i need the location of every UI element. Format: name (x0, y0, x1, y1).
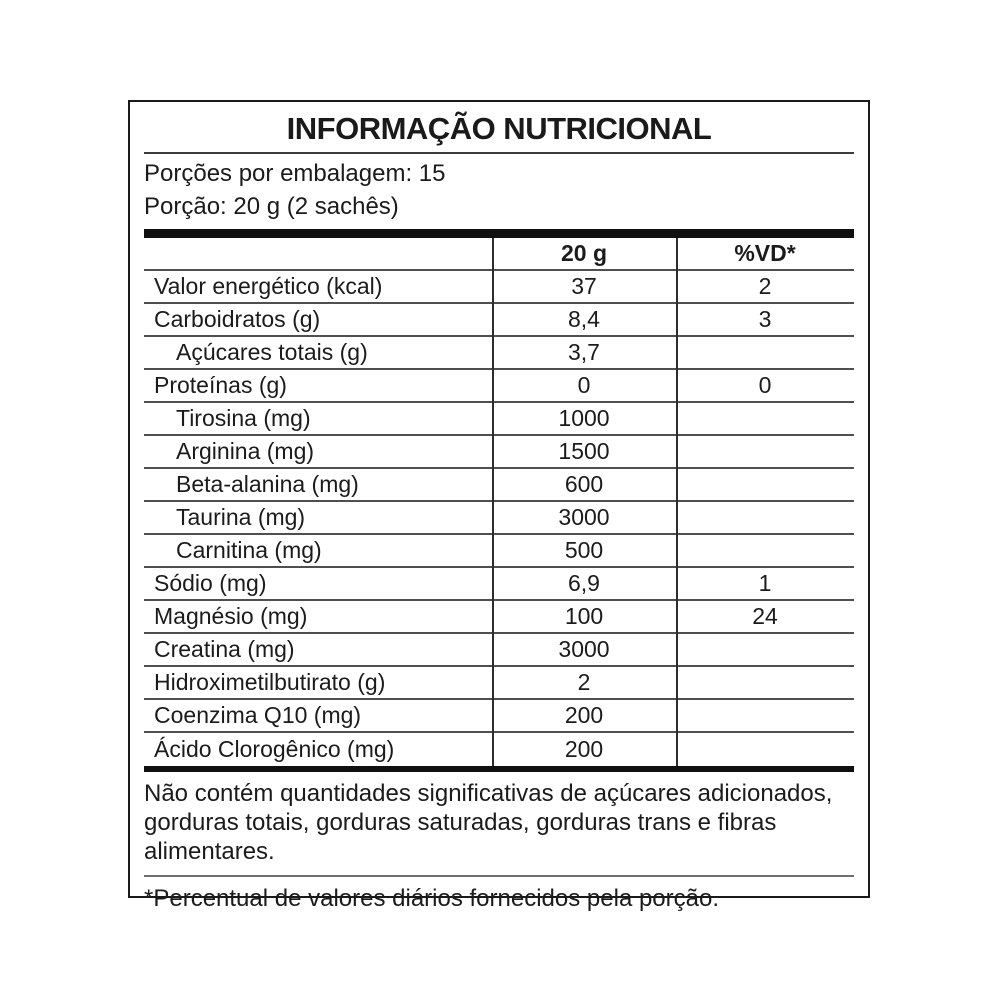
amount-cell: 8,4 (492, 304, 676, 337)
nutrient-name-cell: Tirosina (mg) (144, 403, 492, 436)
nutrient-name-cell: Açúcares totais (g) (144, 337, 492, 370)
dv-cell (676, 667, 854, 700)
dv-cell (676, 535, 854, 568)
nutrient-name-cell: Magnésio (mg) (144, 601, 492, 634)
daily-value-note: *Percentual de valores diários fornecidos pela porção. (144, 885, 720, 912)
nutrient-name-cell: Sódio (mg) (144, 568, 492, 601)
amount-cell: 100 (492, 601, 676, 634)
table-top-bar (144, 229, 854, 238)
amount-cell: 500 (492, 535, 676, 568)
dv-cell (676, 337, 854, 370)
header-dv-cell: %VD* (676, 238, 854, 271)
nutrition-label (128, 100, 870, 912)
amount-cell: 3000 (492, 502, 676, 535)
dv-cell (676, 634, 854, 667)
amount-cell: 37 (492, 271, 676, 304)
amount-cell: 3,7 (492, 337, 676, 370)
dv-cell: 2 (676, 271, 854, 304)
nutrient-name-cell: Taurina (mg) (144, 502, 492, 535)
dv-cell (676, 700, 854, 733)
amount-cell: 200 (492, 700, 676, 733)
nutrient-name-cell: Arginina (mg) (144, 436, 492, 469)
dv-cell: 24 (676, 601, 854, 634)
nutrient-name-cell: Beta-alanina (mg) (144, 469, 492, 502)
dv-cell (676, 436, 854, 469)
dv-cell: 1 (676, 568, 854, 601)
amount-cell: 1500 (492, 436, 676, 469)
header-amount-cell: 20 g (492, 238, 676, 271)
nutrient-name-cell: Carnitina (mg) (144, 535, 492, 568)
nutrient-name-cell: Ácido Clorogênico (mg) (154, 736, 395, 762)
amount-cell: 200 (564, 736, 604, 762)
column-divider-1 (492, 238, 494, 766)
dv-cell (676, 403, 854, 436)
dv-cell (676, 469, 854, 502)
nutrient-table (144, 238, 854, 766)
nutrient-name-cell: Proteínas (g) (144, 370, 492, 403)
servings-per-package: Porções por embalagem: 15 (144, 160, 446, 187)
nutrient-name-cell: Valor energético (kcal) (144, 271, 492, 304)
nutrient-name-cell: Hidroximetilbutirato (g) (144, 667, 492, 700)
dv-cell (676, 502, 854, 535)
dv-cell (676, 733, 854, 766)
label-title: INFORMAÇÃO NUTRICIONAL (286, 111, 712, 146)
amount-cell: 2 (492, 667, 676, 700)
amount-cell: 1000 (492, 403, 676, 436)
no-significant-amounts-note: Não contém quantidades significativas de açúcares adicionados, gorduras totais, gorduras saturadas, gorduras trans e fibras alimentares. (144, 780, 833, 865)
dv-cell: 3 (676, 304, 854, 337)
nutrient-name-cell: Coenzima Q10 (mg) (144, 700, 492, 733)
dv-cell: 0 (676, 370, 854, 403)
amount-cell: 3000 (492, 634, 676, 667)
portion-size: Porção: 20 g (2 sachês) (144, 193, 399, 220)
header-nutrient-cell (144, 238, 492, 271)
amount-cell: 6,9 (492, 568, 676, 601)
column-divider-2 (676, 238, 678, 766)
nutrient-name-cell: Carboidratos (g) (144, 304, 492, 337)
amount-cell: 600 (492, 469, 676, 502)
nutrient-name-cell: Creatina (mg) (144, 634, 492, 667)
serving-info (130, 154, 868, 223)
amount-cell: 0 (492, 370, 676, 403)
